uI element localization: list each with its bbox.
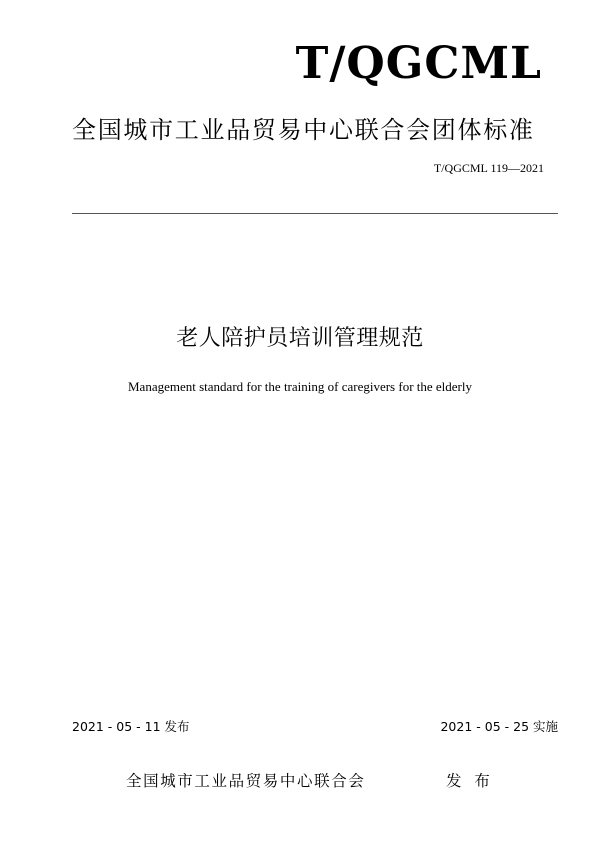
document-title-chinese: 老人陪护员培训管理规范 [176, 326, 424, 351]
publisher-name: 全国城市工业品贸易中心联合会 [126, 772, 366, 790]
document-title-english: Management standard for the training of caregivers for the elderly [128, 379, 472, 394]
issue-date: 2021 - 05 - 11 发布 [72, 719, 190, 734]
standard-number: T/QGCML 119—2021 [433, 161, 544, 175]
publish-label: 发 布 [446, 772, 494, 790]
standard-code-heading: T/QGCML [295, 38, 542, 89]
effective-date: 2021 - 05 - 25 实施 [440, 719, 558, 734]
organization-standard-title: 全国城市工业品贸易中心联合会团体标准 [72, 116, 535, 144]
header-divider [72, 213, 558, 214]
